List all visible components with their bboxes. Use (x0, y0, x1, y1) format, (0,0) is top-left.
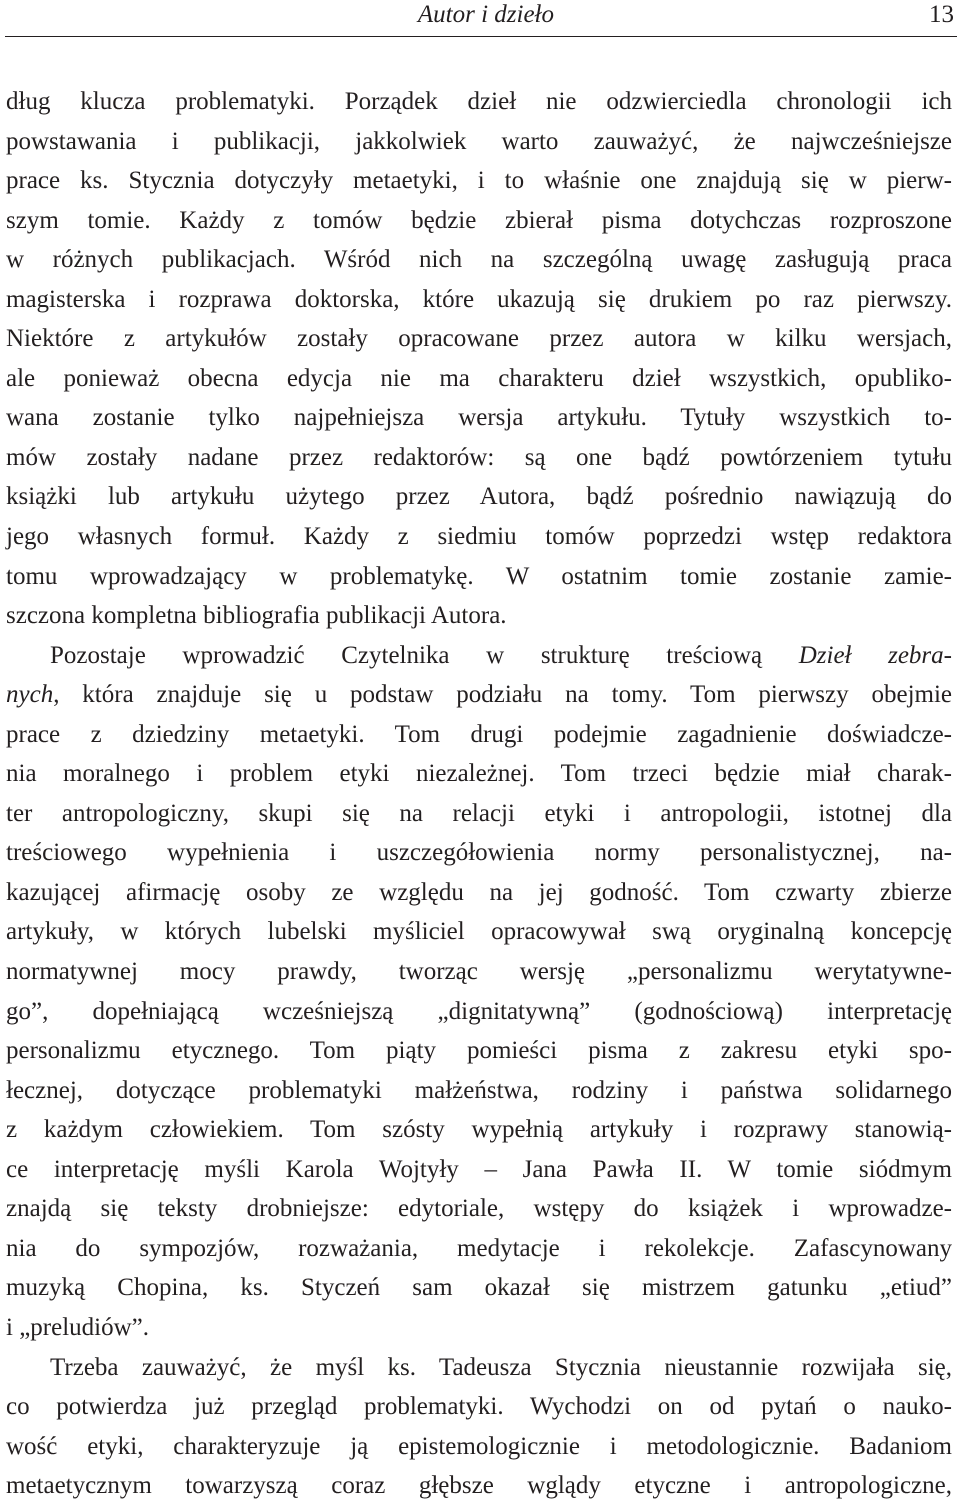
text-run: , która znajduje się u podstaw podziału na tomy. Tom pierwszy obejmie (53, 681, 952, 709)
italic-title: nych (6, 681, 54, 709)
text-line: artykuły, w których lubelski myśliciel opracowywał swą oryginalną koncepcję (6, 918, 952, 946)
text-line: wana zostanie tylko najpełniejsza wersja artykułu. Tytuły wszystkich to- (6, 404, 952, 432)
text-line: co potwierdza już przegląd problematyki. Wychodzi on od pytań o nauko- (6, 1393, 952, 1421)
text-line: i „preludiów”. (6, 1313, 150, 1341)
text-line: znajdą się teksty drobniejsze: edytoriale, wstępy do książek i wprowadze- (6, 1195, 952, 1223)
text-line: prace z dziedziny metaetyki. Tom drugi podejmie zagadnienie doświadcze- (6, 720, 952, 748)
text-line: muzyką Chopina, ks. Styczeń sam okazał się mistrzem gatunku „etiud” (6, 1274, 952, 1302)
text-line: magisterska i rozprawa doktorska, które ukazują się drukiem po raz pierwszy. (6, 285, 952, 313)
text-line: ter antropologiczny, skupi się na relacji etyki i antropologii, istotnej dla (6, 799, 952, 827)
body-text (6, 82, 952, 1506)
paragraph-3 (6, 1348, 952, 1506)
text-line: nia do sympozjów, rozważania, medytacje i rekolekcje. Zafascynowany (6, 1234, 952, 1262)
text-line (6, 636, 952, 676)
paragraph-2 (6, 636, 952, 1348)
text-line: ale ponieważ obecna edycja nie ma charakteru dzieł wszystkich, opubliko- (6, 364, 952, 392)
text-line: łecznej, dotyczące problematyki małżeństwa, rodziny i państwa solidarnego (6, 1076, 952, 1104)
text-line: normatywnej mocy prawdy, tworząc wersję „personalizmu werytatywne- (6, 958, 952, 986)
italic-title: Dzieł zebra- (798, 641, 952, 669)
text-line: ce interpretację myśli Karola Wojtyły – Jana Pawła II. W tomie siódmym (6, 1155, 952, 1183)
text-line: książki lub artykułu użytego przez Autora, bądź pośrednio nawiązują do (6, 483, 952, 511)
header-rule (5, 36, 957, 37)
text-run: Pozostaje wprowadzić Czytelnika w strukturę treściową (50, 641, 799, 669)
text-line: z każdym człowiekiem. Tom szósty wypełnią artykuły i rozprawy stanowią- (6, 1116, 952, 1144)
text-line: treściowego wypełnienia i uszczegółowienia normy personalistycznej, na- (6, 839, 952, 867)
text-line: kazującej afirmację osoby ze względu na jej godność. Tom czwarty zbierze (6, 878, 952, 906)
text-line: prace ks. Stycznia dotyczyły metaetyki, i to właśnie one znajdują się w pierw- (6, 167, 952, 195)
text-line: powstawania i publikacji, jakkolwiek warto zauważyć, że najwcześniejsze (6, 127, 952, 155)
text-line: mów zostały nadane przez redaktorów: są one bądź powtórzeniem tytułu (6, 443, 952, 471)
running-title: Autor i dzieło (417, 1, 554, 28)
text-line: jego własnych formuł. Każdy z siedmiu tomów poprzedzi wstęp redaktora (6, 523, 952, 551)
text-line: Trzeba zauważyć, że myśl ks. Tadeusza Stycznia nieustannie rozwijała się, (50, 1353, 952, 1381)
text-line: Niektóre z artykułów zostały opracowane przez autora w kilku wersjach, (6, 325, 952, 353)
text-line: metaetycznym towarzyszą coraz głębsze wglądy etyczne i antropologiczne, (6, 1472, 952, 1500)
running-head (0, 0, 960, 36)
text-line (6, 675, 952, 715)
paragraph-1 (6, 82, 952, 636)
text-line: go”, dopełniającą wcześniejszą „dignitatywną” (godnościową) interpretację (6, 997, 952, 1025)
text-line: personalizmu etycznego. Tom piąty pomieści pisma z zakresu etyki spo- (6, 1037, 952, 1065)
text-line: tomu wprowadzający w problematykę. W ostatnim tomie zostanie zamie- (6, 562, 952, 590)
text-line: szczona kompletna bibliografia publikacji Autora. (6, 602, 507, 630)
text-line: dług klucza problematyki. Porządek dzieł nie odzwierciedla chronologii ich (6, 88, 952, 115)
text-line: nia moralnego i problem etyki niezależnej. Tom trzeci będzie miał charak- (6, 760, 952, 788)
text-line: w różnych publikacjach. Wśród nich na szczególną uwagę zasługują praca (6, 246, 952, 274)
text-line: szym tomie. Każdy z tomów będzie zbierał pisma dotychczas rozproszone (6, 206, 952, 234)
page-number: 13 (929, 1, 954, 28)
text-line: wość etyki, charakteryzuje ją epistemologicznie i metodologicznie. Badaniom (6, 1432, 952, 1460)
